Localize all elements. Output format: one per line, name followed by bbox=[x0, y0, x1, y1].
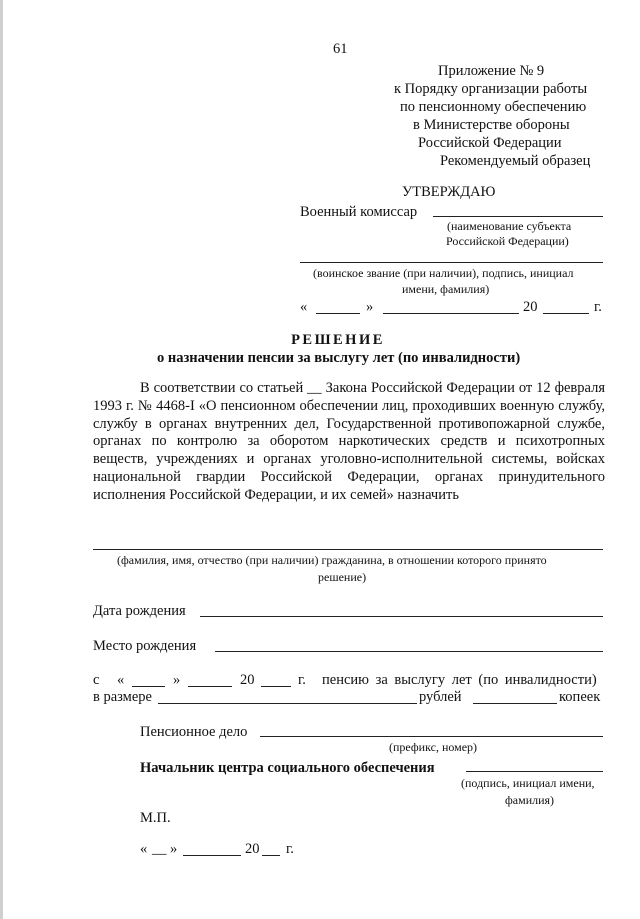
approval-heading: УТВЕРЖДАЮ bbox=[402, 184, 496, 200]
approval-month-field[interactable] bbox=[383, 313, 519, 314]
body-paragraph: В соответствии со статьей __ Закона Российской Федерации от 12 февраля 1993 г. № 4468-I «О пенсионном обеспечении лиц, проходивших военную службу, службу в органах внутренних дел, Государственной противопожарной службе, органах по контролю за оборотом наркотических средств и психотропных веществ, учреждениях и органах уголовно-исполнительной системы, войсках национальной гвардии Российской Федерации, органах принудительного исполнения Российской Федерации, и их семей» назначить bbox=[93, 380, 605, 503]
head-hint: (подпись, инициал имени, bbox=[461, 776, 595, 790]
pension-day-field[interactable] bbox=[132, 686, 165, 687]
date-close-quote: » bbox=[366, 299, 374, 315]
bottom-suffix: г. bbox=[286, 841, 294, 857]
page-number: 61 bbox=[333, 41, 348, 57]
bottom-month-field[interactable] bbox=[183, 855, 241, 856]
rank-hint: имени, фамилия) bbox=[402, 282, 490, 296]
head-signature-field[interactable] bbox=[466, 771, 603, 772]
birth-date-field[interactable] bbox=[200, 616, 603, 617]
appendix-line: к Порядку организации работы bbox=[394, 81, 588, 97]
kopecks-field[interactable] bbox=[473, 703, 557, 704]
person-name-field[interactable] bbox=[93, 549, 603, 550]
head-label: Начальник центра социального обеспечения bbox=[140, 760, 435, 776]
pension-file-label: Пенсионное дело bbox=[140, 724, 248, 740]
commissar-signature-line[interactable] bbox=[433, 216, 603, 217]
kopecks-label: копеек bbox=[559, 689, 601, 705]
appendix-line: Приложение № 9 bbox=[438, 63, 545, 79]
bottom-day[interactable]: __ bbox=[152, 841, 167, 857]
pension-file-hint: (префикс, номер) bbox=[389, 740, 478, 754]
sample-note: Рекомендуемый образец bbox=[440, 153, 591, 169]
subject-hint: Российской Федерации) bbox=[446, 234, 569, 248]
rubles-label: рублей bbox=[419, 689, 462, 705]
date-year: 20 bbox=[523, 299, 538, 315]
seal-mark: М.П. bbox=[140, 810, 171, 826]
scan-edge bbox=[0, 0, 3, 919]
amount-label: в размере bbox=[93, 689, 152, 705]
appendix-line: Российской Федерации bbox=[418, 135, 562, 151]
head-hint: фамилия) bbox=[505, 793, 555, 807]
approval-day-field[interactable] bbox=[316, 313, 360, 314]
document-title: РЕШЕНИЕ bbox=[291, 332, 385, 348]
document-subtitle: о назначении пенсии за выслугу лет (по инвалидности) bbox=[157, 350, 521, 366]
approval-year-field[interactable] bbox=[543, 313, 589, 314]
date-suffix: г. bbox=[594, 299, 602, 315]
rubles-field[interactable] bbox=[158, 703, 417, 704]
pension-close-quote: » bbox=[173, 672, 181, 688]
pension-open-quote: « bbox=[117, 672, 125, 688]
rank-hint: (воинское звание (при наличии), подпись, инициал bbox=[313, 266, 574, 280]
date-open-quote: « bbox=[300, 299, 308, 315]
pension-year: 20 bbox=[240, 672, 255, 688]
appendix-line: по пенсионному обеспечению bbox=[400, 99, 587, 115]
bottom-open-quote: « bbox=[140, 841, 148, 857]
pension-year-field[interactable] bbox=[261, 686, 291, 687]
person-hint: (фамилия, имя, отчество (при наличии) гражданина, в отношении которого принято bbox=[117, 553, 547, 567]
birth-place-field[interactable] bbox=[215, 651, 603, 652]
bottom-close-quote: » bbox=[170, 841, 178, 857]
bottom-year-field[interactable] bbox=[262, 855, 280, 856]
pension-year-suffix: г. bbox=[298, 672, 306, 688]
subject-hint: (наименование субъекта bbox=[447, 219, 572, 233]
pension-text: пенсию за выслугу лет (по инвалидности) bbox=[322, 672, 597, 688]
appendix-line: в Министерстве обороны bbox=[413, 117, 570, 133]
bottom-year: 20 bbox=[245, 841, 260, 857]
birth-date-label: Дата рождения bbox=[93, 603, 186, 619]
birth-place-label: Место рождения bbox=[93, 638, 197, 654]
person-hint: решение) bbox=[318, 570, 367, 584]
pension-from-label: с bbox=[93, 672, 100, 688]
pension-month-field[interactable] bbox=[188, 686, 232, 687]
commissar-label: Военный комиссар bbox=[300, 204, 418, 220]
rank-signature-line[interactable] bbox=[300, 262, 603, 263]
pension-file-field[interactable] bbox=[260, 736, 603, 737]
